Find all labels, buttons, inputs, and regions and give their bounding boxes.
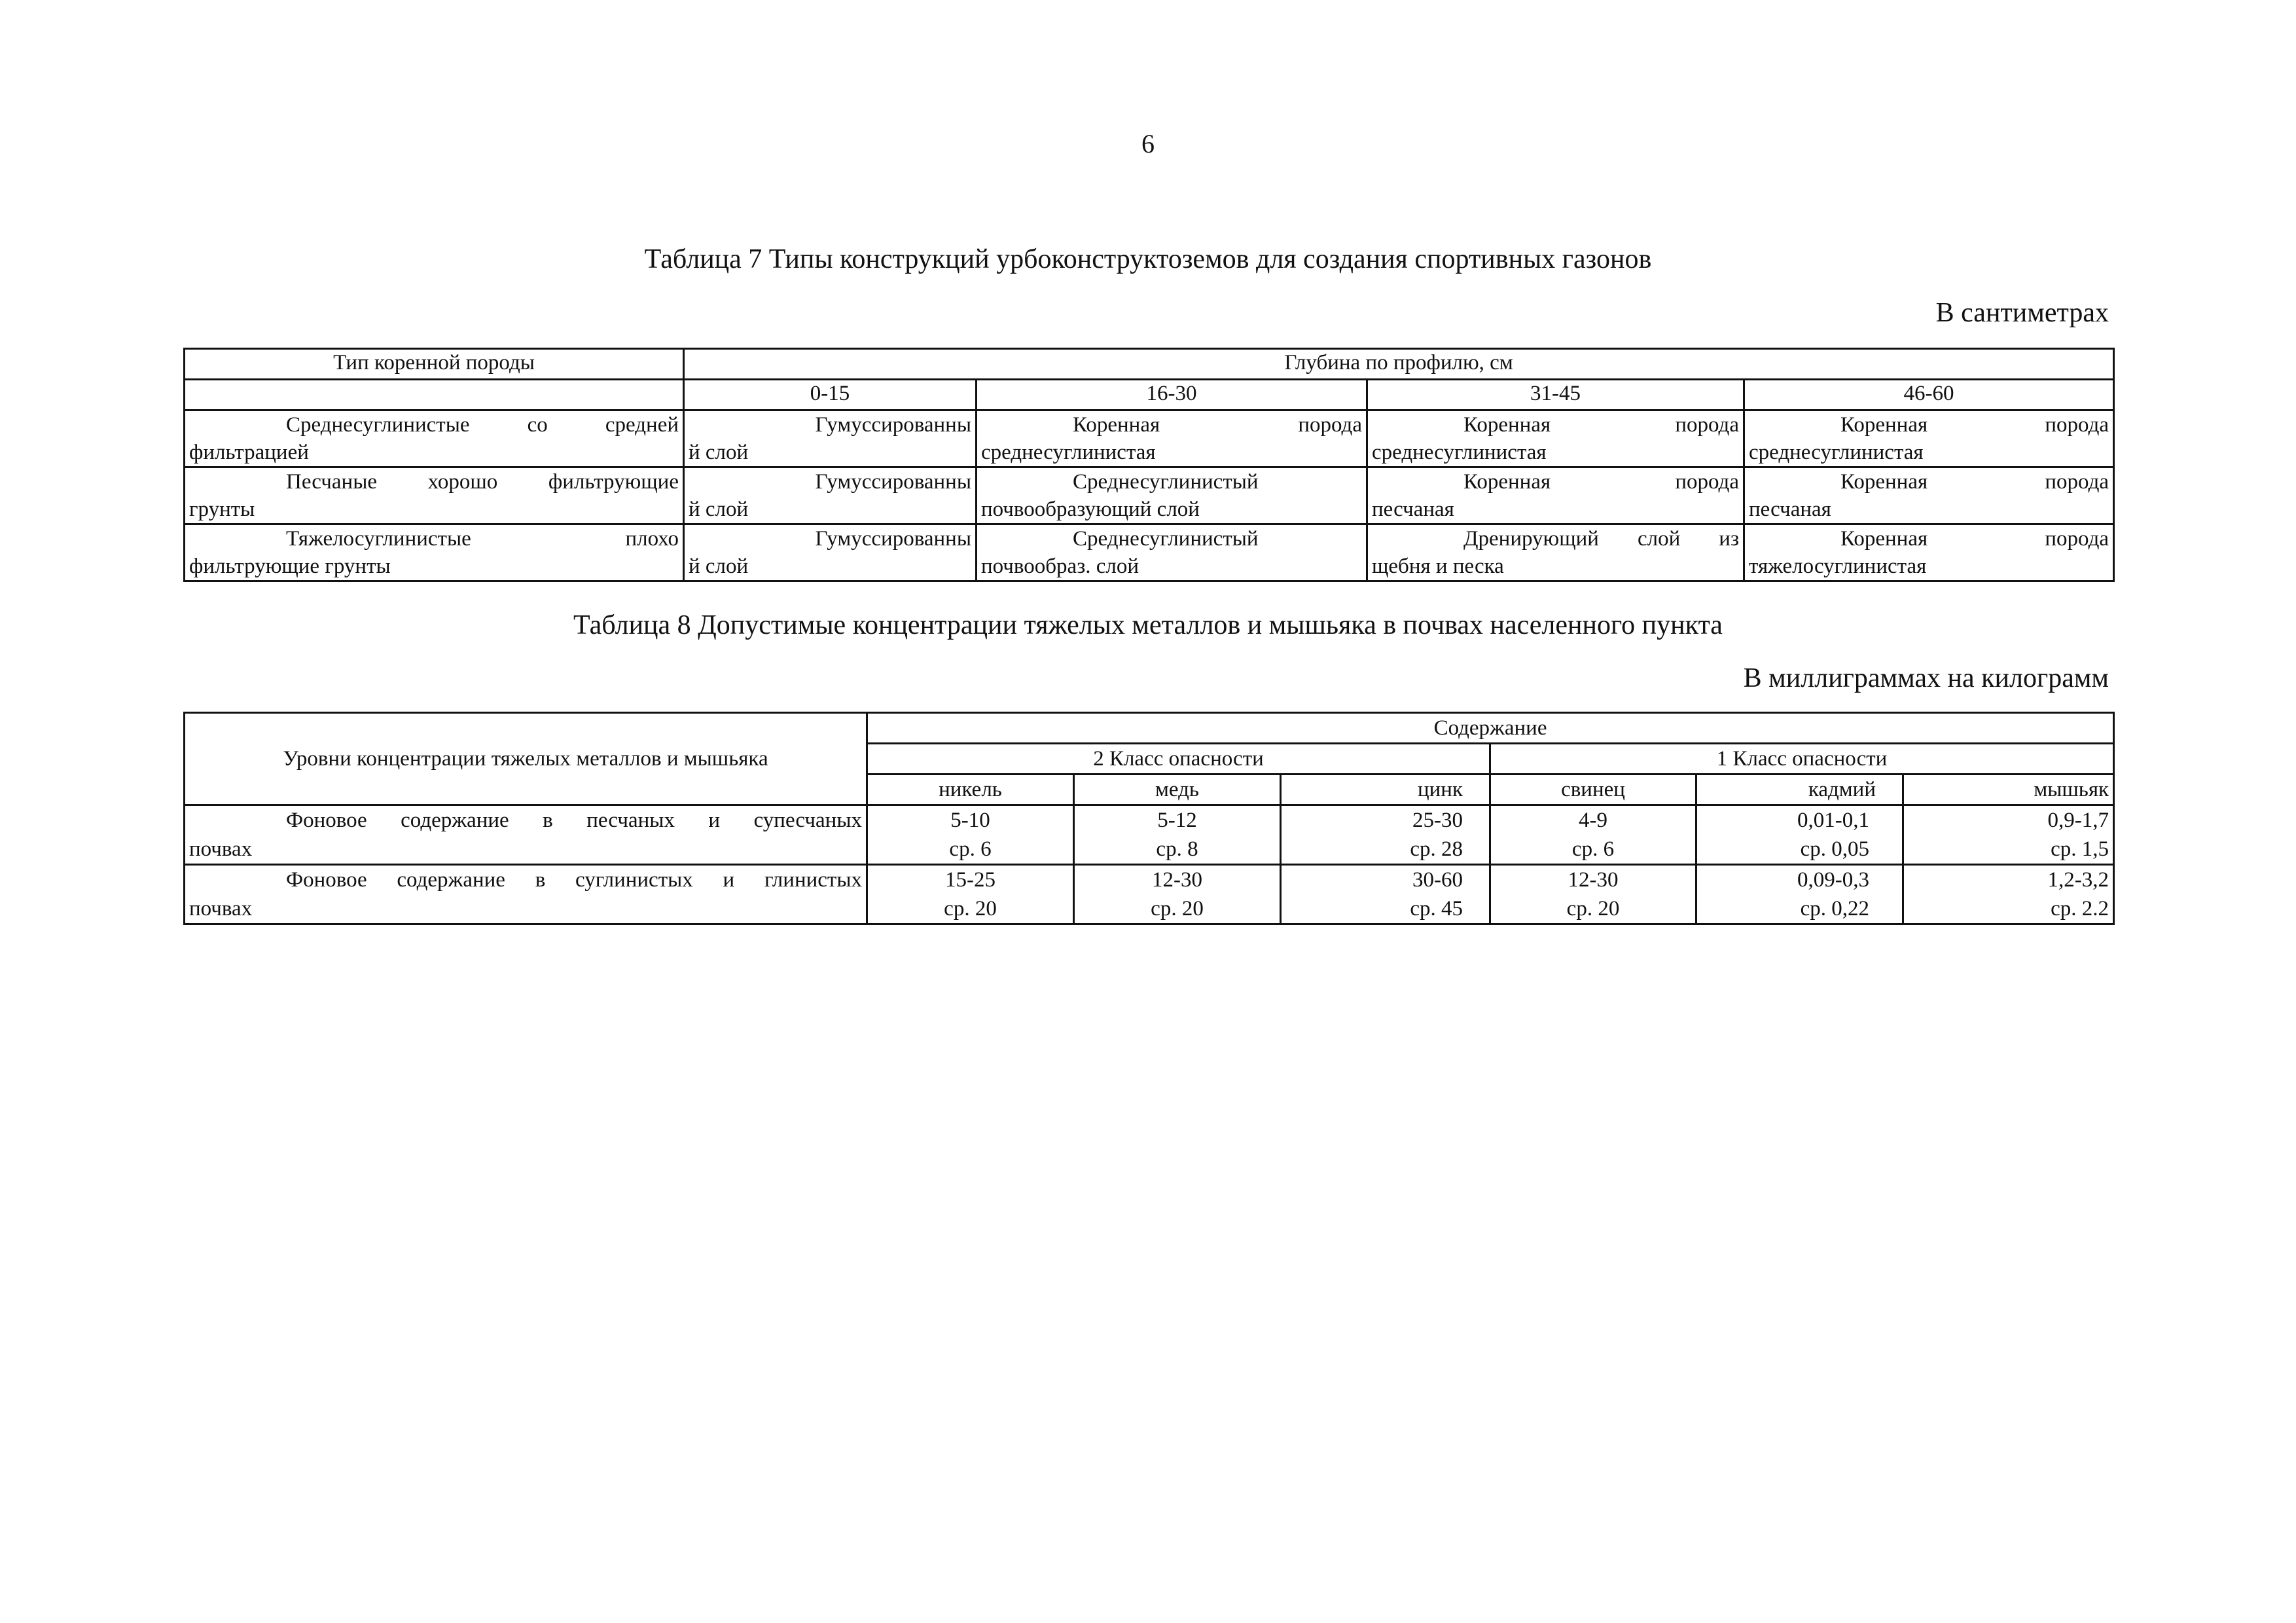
cell-line: фильтрацией (189, 441, 309, 464)
table-row (185, 524, 2114, 581)
cell-line: Фоновое содержание в суглинистых и глинистых (286, 868, 862, 892)
value-range: 12-30 (1568, 868, 1619, 892)
value-avg: ср. 45 (1410, 897, 1463, 921)
value-avg: ср. 8 (1156, 837, 1198, 861)
table8-value-cell (1281, 865, 1490, 924)
table8-class1-header: 1 Класс опасности (1490, 744, 2114, 775)
cell-line: щебня и песка (1372, 555, 1504, 578)
table8-levels-header: Уровни концентрации тяжелых металлов и мышьяка (185, 713, 867, 805)
table8 (183, 712, 2115, 925)
table8-content-header: Содержание (867, 713, 2114, 744)
cell-line: среднесуглинистая (1372, 441, 1547, 464)
table8-value-cell (1903, 805, 2114, 865)
table7-cell (684, 410, 977, 467)
table8-element-header: мышьяк (1903, 775, 2114, 805)
cell-line: песчаная (1372, 498, 1454, 521)
cell-line: почвах (189, 897, 253, 921)
value-range: 5-10 (950, 809, 990, 832)
cell-line: Коренная порода (1840, 413, 2109, 437)
cell-line: й слой (689, 498, 749, 521)
value-avg: ср. 20 (1566, 897, 1620, 921)
cell-line: Гумуссированны (815, 470, 971, 494)
cell-line: Гумуссированны (815, 413, 971, 437)
value-range: 12-30 (1152, 868, 1202, 892)
table7-cell (1367, 467, 1744, 524)
table7-cell (1367, 524, 1744, 581)
cell-line: Коренная порода (1073, 413, 1362, 437)
cell-line: Коренная порода (1463, 413, 1739, 437)
cell-line: фильтрующие грунты (189, 555, 391, 578)
cell-line: грунты (189, 498, 255, 521)
cell-line: среднесуглинистая (1749, 441, 1924, 464)
table8-value-cell (1490, 805, 1696, 865)
cell-line: почвообразующий слой (981, 498, 1200, 521)
cell-line: Песчаные хорошо фильтрующие (286, 470, 679, 494)
table7-cell (977, 524, 1367, 581)
table8-element-header: кадмий (1696, 775, 1903, 805)
cell-line: й слой (689, 555, 749, 578)
table7-cell (1744, 410, 2114, 467)
table7-type-header: Тип коренной породы (185, 349, 684, 380)
cell-line: Фоновое содержание в песчаных и супесчаных (286, 809, 862, 832)
cell-line: Гумуссированны (815, 527, 971, 551)
value-range: 0,9-1,7 (2047, 809, 2109, 832)
value-range: 30-60 (1412, 868, 1463, 892)
table7-type-cell (185, 524, 684, 581)
table8-value-cell (1074, 805, 1281, 865)
value-range: 15-25 (945, 868, 996, 892)
value-range: 0,01-0,1 (1797, 809, 1869, 832)
value-avg: ср. 28 (1410, 837, 1463, 861)
cell-line: Дренирующий слой из (1463, 527, 1739, 551)
table-row (185, 865, 2114, 924)
cell-line: Тяжелосуглинистые плохо (286, 527, 679, 551)
value-avg: ср. 20 (944, 897, 997, 921)
cell-line: среднесуглинистая (981, 441, 1156, 464)
table8-element-header: медь (1074, 775, 1281, 805)
table7-cell (977, 410, 1367, 467)
table7-cell (684, 467, 977, 524)
cell-line: песчаная (1749, 498, 1831, 521)
table8-value-cell (1074, 865, 1281, 924)
table8-element-header: свинец (1490, 775, 1696, 805)
table7-type-cell (185, 467, 684, 524)
table-row (185, 467, 2114, 524)
cell-line: й слой (689, 441, 749, 464)
table7-cell (977, 467, 1367, 524)
cell-line: Среднесуглинистые со средней (286, 413, 679, 437)
value-avg: ср. 1,5 (2051, 837, 2109, 861)
table8-value-cell (867, 865, 1074, 924)
table7-cell (684, 524, 977, 581)
table7-depth-0: 0-15 (684, 380, 977, 410)
table-row (185, 805, 2114, 865)
value-range: 25-30 (1412, 809, 1463, 832)
table8-label-cell (185, 865, 867, 924)
value-avg: ср. 2.2 (2051, 897, 2109, 921)
table7-empty-cell (185, 380, 684, 410)
table8-value-cell (867, 805, 1074, 865)
table7-units: В сантиметрах (1935, 298, 2109, 328)
table7-depths-row (185, 380, 2114, 410)
cell-line: Коренная порода (1840, 527, 2109, 551)
table7-cell (1367, 410, 1744, 467)
value-avg: ср. 6 (1571, 837, 1615, 861)
cell-line: Коренная порода (1463, 470, 1739, 494)
table8-value-cell (1903, 865, 2114, 924)
value-avg: ср. 0,22 (1800, 897, 1869, 921)
table7-depth-header: Глубина по профилю, см (684, 349, 2114, 380)
table7-type-cell (185, 410, 684, 467)
value-range: 0,09-0,3 (1797, 868, 1869, 892)
cell-line: почвах (189, 837, 253, 861)
table7-depth-2: 31-45 (1367, 380, 1744, 410)
cell-line: Коренная порода (1840, 470, 2109, 494)
cell-line: тяжелосуглинистая (1749, 555, 1927, 578)
table8-caption: Таблица 8 Допустимые концентрации тяжелых металлов и мышьяка в почвах населенного пункта (573, 610, 1723, 640)
table8-units: В миллиграммах на килограмм (1743, 663, 2109, 693)
table7-cell (1744, 524, 2114, 581)
table8-value-cell (1696, 805, 1903, 865)
table7-depth-1: 16-30 (977, 380, 1367, 410)
value-range: 5-12 (1157, 809, 1197, 832)
table-row (185, 410, 2114, 467)
table8-value-cell (1281, 805, 1490, 865)
table8-value-cell (1490, 865, 1696, 924)
value-avg: ср. 20 (1151, 897, 1204, 921)
value-avg: ср. 6 (949, 837, 992, 861)
value-range: 4-9 (1579, 809, 1607, 832)
table8-element-header: цинк (1281, 775, 1490, 805)
table7-depth-3: 46-60 (1744, 380, 2114, 410)
value-avg: ср. 0,05 (1800, 837, 1869, 861)
cell-line: почвообраз. слой (981, 555, 1139, 578)
table7-caption: Таблица 7 Типы конструкций урбоконструктоземов для создания спортивных газонов (644, 244, 1652, 274)
cell-line: Среднесуглинистый (1073, 470, 1259, 494)
value-range: 1,2-3,2 (2047, 868, 2109, 892)
table7-header-row (185, 349, 2114, 380)
page-number: 6 (1141, 129, 1155, 158)
cell-line: Среднесуглинистый (1073, 527, 1259, 551)
table8-header-row (185, 713, 2114, 744)
table8-element-header: никель (867, 775, 1074, 805)
table8-class2-header: 2 Класс опасности (867, 744, 1490, 775)
table8-value-cell (1696, 865, 1903, 924)
table7 (183, 348, 2115, 582)
table7-cell (1744, 467, 2114, 524)
table8-label-cell (185, 805, 867, 865)
